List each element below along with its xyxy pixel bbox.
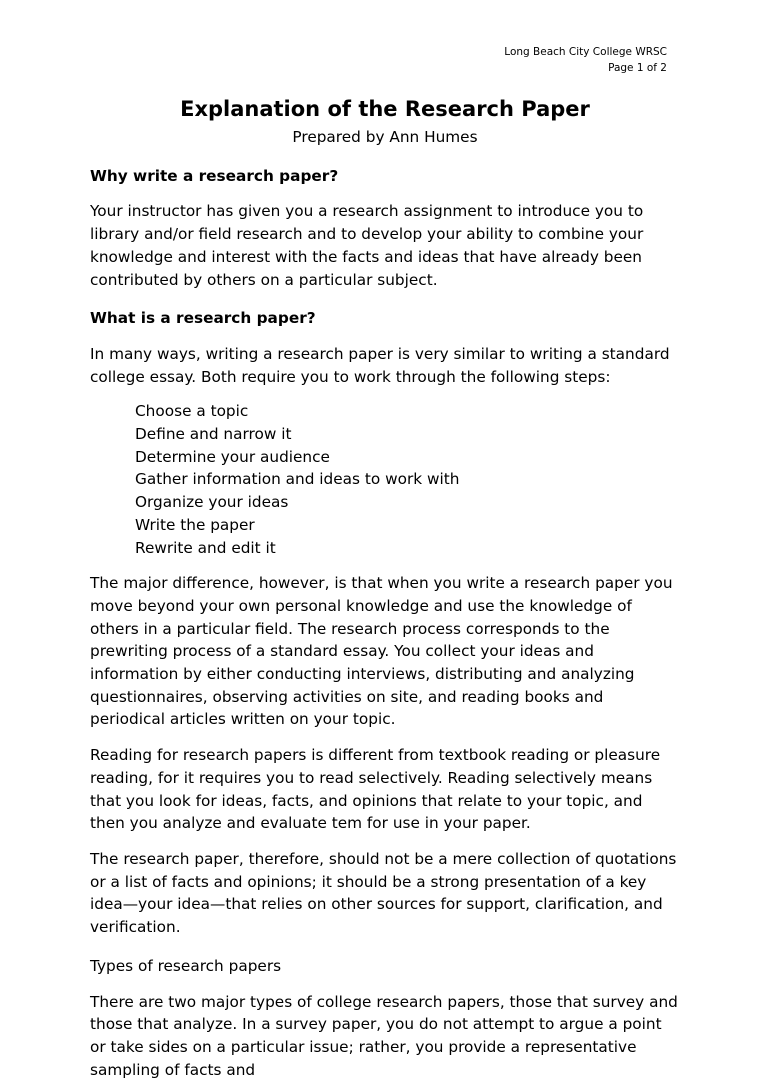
paragraph-why: Your instructor has given you a research assignment to introduce you to library and/or field research and to develop your ability to combine your knowledge and interest with the facts and ideas that have already been contributed by others on a particular subject.	[90, 200, 680, 291]
paragraph-therefore: The research paper, therefore, should not be a mere collection of quotations or a list of facts and opinions; it should be a strong presentation of a key idea—your idea—that relies on other sources for support, clarification, and verification.	[90, 848, 680, 939]
document-author: Prepared by Ann Humes	[90, 126, 680, 149]
steps-list	[90, 400, 680, 559]
paragraph-what-intro: In many ways, writing a research paper is very similar to writing a standard college essay. Both require you to work through the following steps:	[90, 343, 680, 388]
section-heading-what: What is a research paper?	[90, 307, 680, 330]
document-title: Explanation of the Research Paper	[90, 96, 680, 122]
header-page-number: Page 1 of 2	[504, 60, 667, 76]
paragraph-reading: Reading for research papers is different from textbook reading or pleasure reading, for it requires you to read selectively. Reading selectively means that you look for ideas, facts, and opinions that relate to your topic, and then you analyze and evaluate tem for use in your paper.	[90, 744, 680, 835]
list-item: Gather information and ideas to work with	[135, 468, 680, 491]
page-header	[504, 44, 667, 76]
list-item: Write the paper	[135, 514, 680, 537]
section-heading-types: Types of research papers	[90, 955, 680, 978]
header-institution: Long Beach City College WRSC	[504, 44, 667, 60]
paragraph-major-difference: The major difference, however, is that when you write a research paper you move beyond your own personal knowledge and use the knowledge of others in a particular field. The research process corresponds to the prewriting process of a standard essay. You collect your ideas and information by either conducting interviews, distributing and analyzing questionnaires, observing activities on site, and reading books and periodical articles written on your topic.	[90, 572, 680, 731]
list-item: Define and narrow it	[135, 423, 680, 446]
paragraph-types: There are two major types of college research papers, those that survey and those that analyze. In a survey paper, you do not attempt to argue a point or take sides on a particular issue; rather, you provide a representative sampling of facts and	[90, 991, 680, 1081]
list-item: Choose a topic	[135, 400, 680, 423]
section-heading-why: Why write a research paper?	[90, 165, 680, 188]
list-item: Organize your ideas	[135, 491, 680, 514]
list-item: Rewrite and edit it	[135, 537, 680, 560]
document-body	[90, 96, 680, 1081]
list-item: Determine your audience	[135, 446, 680, 469]
